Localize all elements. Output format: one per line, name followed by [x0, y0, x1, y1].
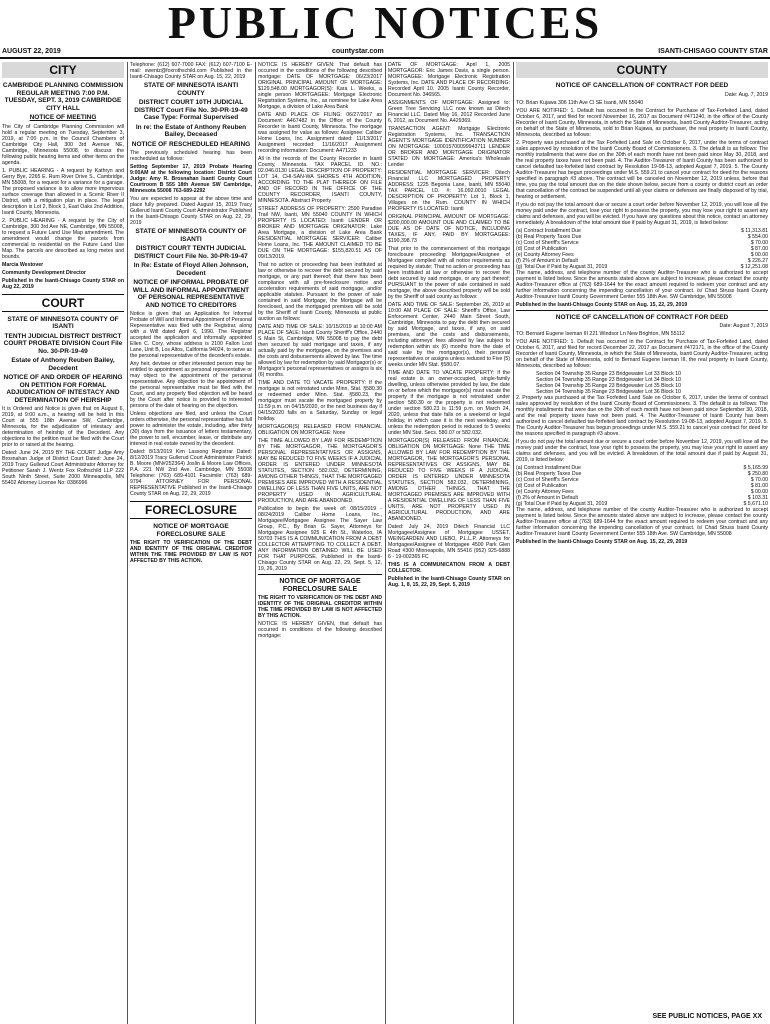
- issue-date: AUGUST 22, 2019: [2, 48, 61, 55]
- amount-label: (f) 2% of Amount in Default: [516, 495, 578, 501]
- amount-value: $ 12,251.08: [740, 263, 768, 270]
- notice-paragraph: STREET ADDRESS OF PROPERTY: 2590 Paradise Trail NW, Isanti, MN 55040 COUNTY IN WHICH PROPERTY IS LOCATED: Isanti LENDER OR BROKER AND MORTGAGE ORIGINATOR: Lake Area Mortgage, a division of Lake Area Bank RESIDENTIAL MORTGAGE SERVICER: Caliber Home Loans, Inc. THE AMOUNT CLAIMED TO BE DUE ON THE MORTGAGE: $155,820.51 AS OF 09/13/2019.: [258, 206, 382, 260]
- notice-paragraph: Dated: June 24, 2019 BY THE COURT Judge Amy Brosnahan Judge of District Court Dated: June 24, 2019 Tracy Gullerud Court Administrator Attorney for Petitioner Sarah J. Wentz Fox Rothschild LLP 222 South Ninth Street, Suite 2000 Minneapolis, MN 55402 Attorney License No: 0386996: [2, 450, 124, 486]
- column-county: [516, 62, 768, 1024]
- amount-label: (g) Total Due if Paid by August 31, 2019: [516, 263, 608, 270]
- column-probate-foreclosure: [130, 62, 252, 1024]
- notice-title: NOTICE OF AND ORDER OF HEARING ON PETITION FOR FORMAL ADJUDICATION OF INTESTACY AND DETERMINATION OF HEIRSHIP: [3, 374, 123, 404]
- notice-paragraph: It is Ordered and Notice is given that on August 6, 2019, at 9:00 a.m., a hearing will be held in this Court at 555 18th Avenue SW, Cambridge, Minnesota, for the adjudication of intestacy and determination of heirship of the Decedent. Any objections to the petition must be filed with the Court prior to or raised at the hearing.: [2, 406, 124, 448]
- notice-paragraph: RESIDENTIAL MORTGAGE SERVICER: Ditech Financial LLC MORTGAGED PROPERTY ADDRESS: 1225 Begonia Lane, Isanti, MN 55040 TAX PARCEL I.D. #: 16.092.0010 LEGAL DESCRIPTION OF PROPERTY: Lot 1, Block 1, Villages on the Rum. COUNTY IN WHICH PROPERTY IS LOCATED: Isanti: [388, 170, 510, 212]
- notice-date: Date: Aug. 7, 2019: [725, 91, 768, 98]
- notice-paragraph: ASSIGNMENTS OF MORTGAGE: Assigned to: Green Tree Servicing LLC now known as Ditech Financial LLC. Dated May 16, 2012 Recorded June 6, 2012, as Document No. A429369.: [388, 100, 510, 124]
- debt-collector-notice: THIS IS A COMMUNICATION FROM A DEBT COLLECTOR.: [388, 562, 510, 574]
- notice-title: NOTICE OF MORTGAGE FORECLOSURE SALE: [258, 574, 382, 593]
- notice-date: Date: August 7, 2019: [719, 323, 768, 329]
- lot-description: Section 04 Township 35 Range 23 Bridgewater Lot 35 Block 10: [536, 383, 681, 389]
- folio-bar: [2, 46, 768, 57]
- amount-value: $ 00.00: [750, 489, 768, 495]
- notice-paragraph: TIME AND DATE TO VACATE PROPERTY: If the real estate is an owner-occupied, single-family dwelling, unless otherwise provided by law, the date on or before which the mortgagor(s) must vacate the property if the mortgage is not reinstated under section 580.30 or the property is not redeemed under section 580.23 is 11:59 p.m. on March 24, 2020, unless that date falls on a weekend or legal holiday, in which case it is the next weekday, and unless the redemption period is reduced to 5 weeks under MN Stat. Secs. 580.07 or 582.032.: [388, 370, 510, 436]
- continued-link[interactable]: SEE PUBLIC NOTICES, PAGE XX: [652, 1013, 762, 1020]
- amount-label: (c) Cost of Sheriff's Service: [516, 477, 579, 483]
- notice-title: DISTRICT COURT TENTH JUDICIAL DISTRICT Court File No. 30-PR-19-47: [134, 245, 248, 260]
- notice-title: In re: the Estate of Anthony Reuben Bailey, Deceased: [135, 123, 247, 138]
- notice-paragraph: Unless objections are filed, and unless the Court orders otherwise, the personal representative has full power to administer the estate, including, after thirty (30) days from the issuance of letters testamentary, the power to sell, encumber, lease, or distribute any interest in real estate owned by the decedent.: [130, 411, 252, 447]
- amount-value: $ 70.00: [750, 477, 768, 483]
- amount-label: (b) Real Property Taxes Due: [516, 471, 582, 477]
- notice-paragraph: If you do not pay the total amount due or secure a court order before November 12, 2019, you will lose all the money paid under the contract, lose your right to possess the property, you may lose your right to assert any claims and defenses, and you will be evicted. If you have any questions about this notice, contact an attorney immediately. A breakdown of the total amount due if paid by August 31, 2019, is listed below:: [516, 201, 768, 226]
- notice-paragraph: TRANSACTION AGENT: Mortgage Electronic Registration Systems, Inc. TRANSACTION AGENT'S MORTGAGE IDENTIFICATION NUMBER ON MORTGAGE: 100015700099943711 LENDER OR BROKER AND MORTGAGE ORIGINATOR STATED ON MORTGAGE: America's Wholesale Lender: [388, 126, 510, 168]
- notice-title: STATE OF MINNESOTA COUNTY OF ISANTI: [7, 315, 119, 330]
- notice-paragraph: TIME AND DATE TO VACATE PROPERTY: If the mortgage is not reinstated under Minn. Stat. §580.30 or redeemed under Minn. Stat. §580.23, the mortgagor must vacate the mortgaged property by 11:59 p.m. on 04/15/2020, or the next business day if 04/15/2020 falls on a Saturday, Sunday or legal holiday.: [258, 380, 382, 422]
- paper-name: ISANTI-CHISAGO COUNTY STAR: [658, 48, 768, 55]
- amount-value: $ 5,165.99: [743, 465, 768, 471]
- top-rule: [0, 57, 770, 59]
- publication-line: Published in the Isanti-Chisago County STAR on Aug 22, 2019: [2, 277, 124, 290]
- notice-paragraph: DATE AND TIME OF SALE: 10/15/2019 at 10:00 AM PLACE OF SALE: Isanti County Sheriff's Office, 2440 S Main St, Cambridge, MN 55008 to pay the debt then secured by said mortgage and taxes, if any actually paid by the mortgagee, on the premises and the costs and disbursements allowed by law. The time allowed by law for redemption by said Mortgagor(s) or Mortgagor's personal representatives or assigns is six (6) months.: [258, 324, 382, 378]
- amount-label: (a) Contract Installment Due: [516, 465, 581, 471]
- notice-paragraph: That no action or proceeding has been instituted at law or otherwise to recover the debt secured by said mortgage, or any part thereof; that there has been compliance with all pre-foreclosure notice and acceleration requirements of said mortgage, and/or applicable statutes. Pursuant to the power of sale contained in said Mortgage, the Mortgage will be foreclosed, and the mortgaged premises will be sold by the Sheriff of Isanti County, Minnesota at public auction as follows:: [258, 262, 382, 322]
- section-county: COUNTY: [516, 62, 768, 78]
- notice-recipient: TO: Brian Kujawa 306 11th Ave Cl SE Isanti, MN 55040: [516, 99, 644, 106]
- notice-paragraph: All in the records of the County Recorder in Isanti County, Minnesota. TAX PARCEL ID. NO.: 02.046.0130 LEGAL DESCRIPTION OF PROPERTY: LOT 14, CHI-SAN-WA SHORES 4TH ADDITION, ACCORDING TO THE PLAT THEREOF ON FILE AND OF RECORD IN THE OFFICE OF THE COUNTY RECORDER, ISANTI COUNTY, MINNESOTA. Abstract Property: [258, 156, 382, 204]
- amount-label: (g) Total Due if Paid by August 31, 2019: [516, 501, 608, 507]
- notice-paragraph: 2. PUBLIC HEARING - A request by the City of Cambridge, 300 3rd Ave NE, Cambridge, MN 55008, to request a Future Land Use Map amendment. The amendment would change the parcels from commercial to residential on the Future Land Use Map. The parcels are described as long metes and bounds.: [2, 217, 124, 260]
- amount-label: (e) County Attorney Fees: [516, 489, 574, 495]
- column-divider: [385, 62, 386, 1024]
- masthead: [0, 0, 770, 46]
- section-foreclosure: FORECLOSURE: [130, 501, 252, 519]
- notice-paragraph: 2. Property was purchased at the Tax Forfeited Land Sale on October 6, 2017, under the terms of contract sales approved by resolution of the Isanti County Board of Commissioners. 3. The default is as follows: The monthly installments that were due on the 30th of each month have not been paid since September 30, 2018, and the real property taxes have not been paid. 4. The Auditor-Treasurer of Isanti County has been authorized to cancel defaulted tax-forfeited land contract by Resolution 19-08-13, adopted August 7, 2019. 5. The County Auditor-Treasurer has begun proceedings under M.S. 559.21 to cancel your contract for deed for the reasons specified in paragraph #3 above.: [516, 395, 768, 437]
- notice-subtitle: NOTICE OF MEETING: [29, 114, 97, 121]
- amount-value: $ 103.31: [747, 495, 768, 501]
- notice-paragraph: Notice is given that an Application for Informal Probate of Will and Informal Appointment of Personal Representative was filed with the Registrar, along with a Will dated April 6, 1990. The Registrar accepted the application and informally appointed Ellen C. Cory, whose address is 2100 Fallon Lost Lane, Unit B, Los Altos, California 94024, to serve as the personal representative of the decedent's estate.: [130, 311, 252, 359]
- signature-title: Community Development Director: [2, 269, 86, 276]
- notice-paragraph: Any heir, devisee or other interested person may be entitled to appointment as personal representative or may object to the appointment of the personal representative. Any objection to the appointment of the personal representative must be filed with the Court, and any properly filed objection will be heard by the Court after notice is provided to interested persons of the date of hearing on the objection.: [130, 361, 252, 409]
- publication-line: Published in the Isanti-Chisago County STAR on Aug. 15, 22, 29, 2019: [516, 301, 688, 308]
- amount-table: [516, 228, 768, 270]
- column-mortgage-1: [258, 62, 382, 1024]
- amount-value: $ 5,671.10: [743, 501, 768, 507]
- notice-title: DISTRICT COURT 10TH JUDICIAL DISTRICT Court File No. 30-PR-19-49 Case Type: Formal Supervised: [134, 99, 248, 121]
- notice-paragraph: MORTGAGOR(S) RELEASED FROM FINANCIAL OBLIGATION ON MORTGAGE: None: [258, 424, 382, 436]
- notice-recipient: TO: Bernard Eugene Iseman III 221 Windsor Ln New Brighton, MN 55112: [516, 331, 685, 337]
- notice-paragraph: DATE OF MORTGAGE: April 1, 2005 MORTGAGOR: Eric James Davis, a single person. MORTGAGEE: Mortgage Electronic Registration Systems, Inc. DATE AND PLACE OF RECORDING: Recorded April 10, 2005 Isanti County Recorder, Document No. 346565.: [388, 62, 510, 98]
- notice-paragraph: The City of Cambridge Planning Commission will hold a regular meeting on Tuesday, September 3, 2019, at 7:00 p.m. in the Council Chambers of Cambridge City Hall, 300 3rd Avenue NE, Cambridge, Minnesota 55008, to discuss the following public hearing items and other items on the agenda.: [2, 123, 124, 166]
- amount-label: (d) Cost of Publication: [516, 483, 568, 489]
- amount-value: $ 11,313.81: [740, 227, 768, 234]
- notice-paragraph: THE RIGHT TO VERIFICATION OF THE DEBT AND IDENTITY OF THE ORIGINAL CREDITOR WITHIN THE TIME PROVIDED BY LAW IS NOT AFFECTED BY THIS ACTION.: [130, 540, 252, 564]
- notice-paragraph: MORTGAGOR(S) RELEASED FROM FINANCIAL OBLIGATION ON MORTGAGE: None THE TIME ALLOWED BY LAW FOR REDEMPTION BY THE MORTGAGOR, THE MORTGAGOR'S PERSONAL REPRESENTATIVES OR ASSIGNS, MAY BE REDUCED TO FIVE WEEKS IF A JUDICIAL ORDER IS ENTERED UNDER MINNESOTA STATUTES, SECTION 582.032, DETERMINING, AMONG OTHER THINGS, THAT THE MORTGAGED PREMISES ARE IMPROVED WITH A RESIDENTIAL DWELLING OF LESS THAN FIVE UNITS, ARE NOT PROPERTY USED IN AGRICULTURAL PRODUCTION, AND ARE ABANDONED.: [388, 438, 510, 522]
- amount-label: (d) Cost of Publication: [516, 245, 568, 252]
- notice-paragraph: 2. Property was purchased at the Tax Forfeited Land Sale on October 6, 2017, under the terms of contract sales approved by resolution of the Isanti County Board of Commissioners. 3. The default is as follows: The monthly installments that were due on the 30th of each month have not been paid since May 30, 2018, and the real property taxes have not been paid. 4. The Auditor-Treasurer of Isanti County has been authorized to cancel defaulted tax-forfeited land contract by Resolution 19-08-13, adopted August 7, 2019. 5. The County Auditor-Treasurer has begun proceedings under M.S. 559.21 to cancel your contract for deed for the reasons specified in paragraph #3 above. The contract will be canceled on November 12, 2019 unless, before that time, you pay the total amount due on the date shown below, secure from a county or district court an order that cancellation of the contract be suspended until all your claims or defenses are finally disposed of by trial, hearing or settlement.: [516, 139, 768, 200]
- section-court: COURT: [2, 294, 124, 312]
- column-divider: [513, 62, 514, 1024]
- amount-table: [516, 465, 768, 507]
- notice-paragraph: DATE AND TIME OF SALE: September 26, 2019 at 10:00 AM PLACE OF SALE: Sheriff's Office, Law Enforcement Center, 2440 Main Street South, Cambridge, Minnesota to pay the debt then secured by said Mortgage, and taxes, if any, on said premises, and the costs and disbursements, including attorneys' fees allowed by law subject to redemption within six (6) months from the date of said sale by the mortgagor(s), their personal representatives or assigns unless reduced to Five (5) weeks under MN Stat. §580.07.: [388, 302, 510, 368]
- amount-value: $ 554.00: [747, 233, 768, 240]
- notice-paragraph: Publication to begin the week of: 08/15/2019 - 08/24/2019 Caliber Home Loans, Inc., Mortgagee/Mortgagee Assignee The Sayer Law Group, P.C., By Brian G. Sayer, Attorneys for Mortgagee Assignee 925 E 4th St., Waterloo, IA 50703 THIS IS A COMMUNICATION FROM A DEBT COLLECTOR ATTEMPTING TO COLLECT A DEBT. ANY INFORMATION OBTAINED WILL BE USED FOR THAT PURPOSE. Published in the Isanti-Chisago County STAR on Aug. 22, 29, Sept. 5, 12, 19, 26, 2019: [258, 506, 382, 572]
- notice-paragraph: Telephone: (612) 607-7000 FAX: (612) 607-7100 E-mail: swentz@foxrothschild.com Published in the Isanti-Chisago County STAR on Aug. 15, 22, 2019: [130, 62, 252, 80]
- notice-title: TENTH JUDICIAL DISTRICT DISTRICT COURT PROBATE DIVISION Court File No. 30-PR-19-49: [3, 332, 123, 355]
- notice-paragraph: That prior to the commencement of this mortgage foreclosure proceeding Mortgagee/Assignee of Mortgagee complied with all notice requirements as required by statute; That no action or proceeding has been instituted at law or otherwise to recover the debt secured by said mortgage, or any part thereof; PURSUANT to the power of sale contained in said mortgage, the above described property will be sold by the Sheriff of said county as follows:: [388, 246, 510, 300]
- notice-paragraph: You are expected to appear at the above time and place fully prepared. Dated August 15, 2019 Tracy Gullerud Isanti County Court Administrator Published in the Isanti-Chisago County STAR on Aug. 22, 29, 2019: [130, 196, 252, 226]
- hearing-details: Setting September 17, 2019 Probate Hearing 9:00AM at the following location: District Court Judge: Amy R. Brosnahan Isanti County Court Courtroom B 555 18th Avenue SW Cambridge, Minnesota 55008 763-689-2292: [130, 164, 252, 194]
- amount-label: (f) 2% of Amount in Default: [516, 257, 578, 264]
- notice-paragraph: NOTICE IS HEREBY GIVEN, that default has occurred in conditions of the following described mortgage:: [258, 621, 382, 639]
- notice-title: STATE OF MINNESOTA COUNTY OF ISANTI: [135, 228, 247, 243]
- notice-paragraph: THE TIME ALLOWED BY LAW FOR REDEMPTION BY THE MORTGAGOR, THE MORTGAGOR'S PERSONAL REPRESENTATIVES OR ASSIGNS, MAY BE REDUCED TO FIVE WEEKS IF A JUDICIAL ORDER IS ENTERED UNDER MINNESOTA STATUTES, SECTION 582.032, DETERMINING, AMONG OTHER THINGS, THAT THE MORTGAGED PREMISES ARE IMPROVED WITH A RESIDENTIAL DWELLING OF LESS THAN FIVE UNITS, ARE NOT PROPERTY USED IN AGRICULTURAL PRODUCTION, AND ARE ABANDONED.: [258, 438, 382, 504]
- column-mortgage-2: [388, 62, 510, 1024]
- publication-line: Published in the Isanti-Chisago County STAR on Aug. 1, 8, 15, 22, 29, Sept. 5, 2019: [388, 576, 510, 588]
- notice-title: NOTICE OF INFORMAL PROBATE OF WILL AND INFORMAL APPOINTMENT OF PERSONAL REPRESENTATIVE AND NOTICE TO CREDITORS: [132, 279, 250, 309]
- section-city: CITY: [2, 62, 124, 78]
- lot-list: [516, 371, 768, 395]
- publication-line: Published in the Isanti-Chisago County STAR on Aug. 15, 22, 29, 2019: [516, 539, 688, 545]
- amount-label: (e) County Attorney Fees: [516, 251, 574, 258]
- amount-value: $ 250.80: [747, 471, 768, 477]
- notice-paragraph: If you do not pay the total amount due or secure a court order before November 12, 2019, you will lose all the money paid under the contract, lose your right to possess the property, you may lose your right to assert any claims and defenses, and you will be evicted. A breakdown of the total amount due if paid by August 31, 2019, is listed below:: [516, 439, 768, 463]
- amount-value: $ 00.00: [750, 251, 768, 258]
- amount-value: $ 70.00: [750, 239, 768, 246]
- amount-label: (b) Real Property Taxes Due: [516, 233, 582, 240]
- notice-paragraph: YOU ARE NOTIFIED: 1. Default has occurred in the Contract for Purchase of Tax-Forfeited Land, dated October 6, 2017, and filed for record November 16, 2017 as Document #471240, in the office of the County Recorder of Isanti County, Minnesota, in which the State of Minnesota, Isanti County Auditor-Treasurer, acting on behalf of the State of Minnesota, sold to Brian Kujawa, as purchaser, the real property in Isanti County, Minnesota, described as follows:: [516, 107, 768, 138]
- amount-label: (c) Cost of Sheriff's Service: [516, 239, 579, 246]
- lot-description: Section 04 Township 35 Range 23 Bridgewater Lot 36 Block 10: [536, 389, 681, 395]
- amount-label: (a) Contract Installment Due: [516, 227, 581, 234]
- notice-paragraph: Dated: July 24, 2019 Ditech Financial LLC Mortgagee/Assignee of Mortgagee USSET, WEINGARDEN AND LIEBO, P.L.L.P. Attorneys for Mortgagee/Assignee of Mortgagee 4500 Park Glen Road #300 Minneapolis, MN 55416 (952) 925-6888 6 - 19-002365 FC: [388, 524, 510, 560]
- notice-title: CAMBRIDGE PLANNING COMMISSION REGULAR MEETING 7:00 P.M. TUESDAY, SEPT. 3, 2019 CAMBRIDGE CITY HALL: [2, 82, 124, 112]
- notice-paragraph: The previously scheduled hearing has been rescheduled as follows:: [130, 150, 252, 162]
- amount-value: $ 87.00: [750, 245, 768, 252]
- column-city-court: [2, 62, 124, 1024]
- notice-paragraph: ORIGINAL PRINCIPAL AMOUNT OF MORTGAGE: $200,000.00 AMOUNT DUE AND CLAIMED TO BE DUE AS OF DATE OF NOTICE, INCLUDING TAXES, IF ANY, PAID BY MORTGAGEE: $190,398.73: [388, 214, 510, 244]
- notice-title: NOTICE OF RESCHEDULED HEARING: [131, 140, 251, 148]
- notice-title: In Re: Estate of Floyd Allen Johnson, Decedent: [133, 262, 249, 277]
- notice-title: NOTICE OF CANCELLATION OF CONTRACT FOR DEED: [516, 310, 768, 322]
- notice-title: NOTICE OF CANCELLATION OF CONTRACT FOR DEED: [555, 82, 729, 89]
- notice-title: STATE OF MINNESOTA ISANTI COUNTY: [143, 82, 239, 97]
- amount-value: $ 81.00: [750, 483, 768, 489]
- notice-paragraph: YOU ARE NOTIFIED: 1. Default has occurred in the Contract for Purchase of Tax-Forfeited Land, dated October 6, 2017, and filed for record December 22, 2017 as Document #472171, in the office of the County Recorder of Isanti County, Minnesota, in which the State of Minnesota, Isanti County Auditor-Treasurer, acting on behalf of the State of Minnesota, sold to Bernard Eugene Iseman III, the real property in Isanti County, Minnesota, described as follows:: [516, 339, 768, 369]
- notice-paragraph: THE RIGHT TO VERIFICATION OF THE DEBT AND IDENTITY OF THE ORIGINAL CREDITOR WITHIN THE TIME PROVIDED BY LAW IS NOT AFFECTED BY THIS ACTION.: [258, 595, 382, 619]
- column-divider: [255, 62, 256, 1024]
- notice-paragraph: Dated: 8/13/2019 Kim Lassong Registrar Dated: 8/12/2019 Tracy Gullerud Court Administrator Patrick B. Moore (MN#252364) Joslin & Moore Law Offices, P.A. 221 NW 2nd Ave. Cambridge, MN 55008 Telephone: (763) 689-4101 Facsimile: (763) 689-9794 ATTORNEY FOR PERSONAL REPRESENTATIVE Published in the Isanti-Chisago County STAR on Aug. 22, 29, 2019: [130, 449, 252, 497]
- signature-name: Marcia Westover: [2, 261, 44, 268]
- page-title: PUBLIC NOTICES: [167, 0, 603, 48]
- notice-paragraph: DATE AND PLACE OF FILING: 06/27/2017 as Document: A467482 in the Office of the County Recorder in Isanti County, Minnesota. The mortgage was assigned for value as follows: Assignee: Caliber Home Loans, Inc. Assignment dated: 11/13/2017 Assignment recorded: 11/16/2017 Assignment recording information: Document: A471233: [258, 112, 382, 154]
- column-divider: [127, 62, 128, 1024]
- site-url: countystar.com: [332, 48, 384, 55]
- notice-paragraph: NOTICE IS HEREBY GIVEN: That default has occurred in the conditions of the following described mortgage: DATE OF MORTGAGE: 06/23/2017 ORIGINAL PRINCIPAL AMOUNT OF MORTGAGE: $129,548.00 MORTGAGOR(S): Kara L. Weeks, a single person MORTGAGEE: Mortgage Electronic Registration Systems, Inc., as nominee for Lake Area Mortgage, a division of Lake Area Bank: [258, 62, 382, 110]
- amount-value: $ 226.27: [747, 257, 768, 264]
- notice-paragraph: The name, address, and telephone number of the county Auditor-Treasurer who is authorized to accept payment is listed below. Since the amounts stated above are subject to increase, please contact the county Auditor-Treasurer office at (763) 689-1644 for the exact amount required to redeem your contract and any further information concerning the impending cancellation of your contract. /s/ Chad Struss Isanti County Auditor-Treasurer Isanti County Government Center 555 18th Ave. SW Cambridge, MN 55008: [516, 269, 768, 300]
- notice-paragraph: 1. PUBLIC HEARING - A request by Kathryn and Gerry Bye, 2265 E. Rum River Drive S., Cambridge, MN 55008, for a request for a variance for a garage. The proposed variance is to allow more impervious surface coverage than allowed in a Scenic River II District, with a mitigation plan in place. The legal description is Lot 2, Block 1, East Oaks 2nd Addition, Isanti County, Minnesota.: [2, 167, 124, 216]
- lot-description: Section 04 Township 35 Range 23 Bridgewater Lot 34 Block 10: [536, 377, 681, 383]
- notice-title: NOTICE OF MORTGAGE FORECLOSURE SALE: [153, 523, 229, 538]
- notice-paragraph: The name, address, and telephone number of the county Auditor-Treasurer who is authorized to accept payment is listed below. Since the amounts stated above are subject to increase, please contact the county Auditor-Treasurer office at (763) 689-1644 for the exact amount required to redeem your contract and any further information concerning the impending cancellation of your contract. /s/ Chad Struss Isanti County Auditor-Treasurer Isanti County Government Center 555 18th Ave. SW Cambridge, MN 55008: [516, 507, 768, 537]
- notice-title: Estate of Anthony Reuben Bailey, Decedent: [11, 357, 115, 372]
- lot-description: Section 04 Township 35 Range 23 Bridgewater Lot 33 Block 10: [536, 371, 681, 377]
